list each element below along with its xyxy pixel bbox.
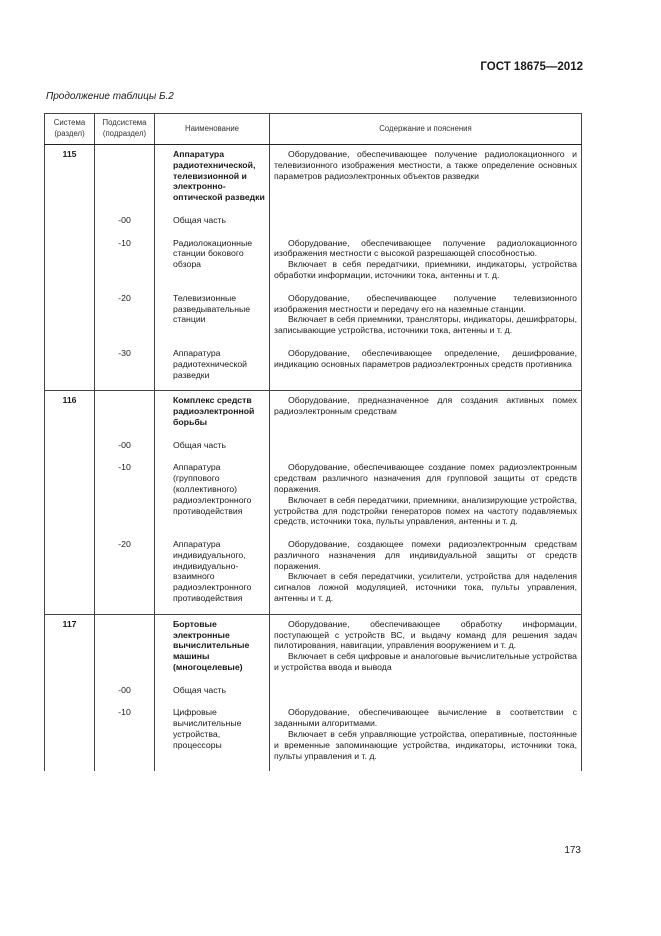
spacer-cell — [155, 695, 270, 707]
content-paragraph: Включает в себя цифровые и аналоговые вычислительные устройства и устройства ввода и вывода — [274, 651, 577, 672]
content-paragraph: Включает в себя управляющие устройства, оперативные, постоянные и временные запоминающие устройства, индикаторы, источники тока, пульты управления и т. д. — [274, 729, 577, 761]
content-paragraph: Оборудование, обеспечивающее вычисление в соответствии с заданными алгоритмами. — [274, 707, 577, 729]
col-content-header: Содержание и пояснения — [270, 114, 582, 145]
spacer-cell — [155, 428, 270, 440]
spacer-row — [45, 336, 582, 348]
subsection-name: Общая часть — [173, 684, 227, 695]
table-header-row — [45, 114, 582, 145]
spacer-row — [45, 450, 582, 462]
subsection-row — [45, 707, 582, 761]
spacer-cell — [155, 604, 270, 615]
section-title: Бортовые электронные вычислительные машины (многоцелевые) — [173, 618, 250, 672]
subsection-name-cell — [155, 685, 270, 696]
system-empty — [45, 707, 95, 761]
spacer-cell — [95, 450, 155, 462]
subsystem-empty — [95, 614, 155, 672]
spacer-cell — [95, 226, 155, 238]
spacer-row — [45, 604, 582, 615]
subsection-name: Аппаратура радиотехнической разведки — [173, 347, 248, 380]
content-cell — [270, 539, 582, 604]
spacer-row — [45, 380, 582, 391]
system-empty — [45, 348, 95, 380]
system-empty — [45, 685, 95, 696]
system-empty — [45, 440, 95, 451]
spacer-cell — [270, 527, 582, 539]
col-system-header: Система (раздел) — [45, 114, 95, 145]
content-paragraph: Включает в себя передатчики, приемники, анализирующие устройства, устройства для подстройки генераторов помех на частоту подавляемых средств, источники тока, пульты управления, антенны и т. д. — [274, 494, 577, 527]
spacer-cell — [95, 673, 155, 685]
spacer-row — [45, 695, 582, 707]
spacer-cell — [95, 604, 155, 615]
subsection-row — [45, 293, 582, 336]
spacer-row — [45, 203, 582, 215]
spacer-cell — [155, 527, 270, 539]
spacer-row — [45, 673, 582, 685]
section-title-cell — [155, 614, 270, 672]
content-cell — [270, 145, 582, 203]
spacer-cell — [270, 695, 582, 707]
content-paragraph: Оборудование, обеспечивающее создание помех радиоэлектронным средствам различного назначения для групповой защиты от средств поражения. — [274, 462, 577, 494]
subsection-name-cell — [155, 293, 270, 336]
spacer-cell — [45, 226, 95, 238]
content-cell — [270, 707, 582, 761]
subsection-name: Радиолокационные станции бокового обзора — [173, 237, 253, 270]
system-empty — [45, 293, 95, 336]
spacer-row — [45, 428, 582, 440]
spacer-cell — [155, 226, 270, 238]
spacer-cell — [270, 450, 582, 462]
spacer-cell — [45, 336, 95, 348]
spacer-cell — [95, 695, 155, 707]
spacer-row — [45, 527, 582, 539]
subsection-name-cell — [155, 539, 270, 604]
subsystem-code: -00 — [95, 440, 155, 451]
spacer-cell — [45, 281, 95, 293]
subsection-name: Общая часть — [173, 214, 227, 225]
subsection-row — [45, 685, 582, 696]
spacer-cell — [95, 527, 155, 539]
subsection-row — [45, 539, 582, 604]
subsection-name-cell — [155, 348, 270, 380]
content-cell — [270, 391, 582, 428]
spacer-cell — [270, 226, 582, 238]
content-paragraph: Включает в себя передатчики, приемники, индикаторы, устройства обработки информации, источники тока, антенны и т. д. — [274, 259, 577, 281]
spacer-cell — [45, 527, 95, 539]
content-paragraph: Оборудование, обеспечивающее обработку информации, поступающей с устройств ВС, и выдачу команд для решения задач пилотирования, навигации, управления вооружением и т. д. — [274, 618, 577, 651]
spacer-cell — [95, 761, 155, 771]
content-paragraph: Оборудование, создающее помехи радиоэлектронным средствам различного назначения для индивидуальной защиты от средств поражения. — [274, 539, 577, 571]
subsection-name-cell — [155, 440, 270, 451]
subsection-row — [45, 440, 582, 451]
subsection-name-cell — [155, 238, 270, 281]
subsection-row — [45, 238, 582, 281]
data-table — [44, 113, 582, 771]
content-cell — [270, 348, 582, 380]
subsection-name-cell — [155, 215, 270, 226]
content-cell — [270, 293, 582, 336]
subsystem-empty — [95, 145, 155, 203]
subsystem-code: -20 — [95, 293, 155, 336]
subsystem-empty — [95, 391, 155, 428]
standard-number: ГОСТ 18675—2012 — [480, 61, 583, 73]
spacer-cell — [45, 380, 95, 391]
spacer-cell — [45, 761, 95, 771]
content-paragraph: Оборудование, обеспечивающее определение, дешифрование, индикацию основных параметров радиоэлектронных средств противника — [274, 347, 577, 369]
spacer-cell — [155, 336, 270, 348]
system-empty — [45, 215, 95, 226]
spacer-cell — [270, 336, 582, 348]
spacer-cell — [270, 281, 582, 293]
section-title-cell — [155, 391, 270, 428]
spacer-cell — [155, 281, 270, 293]
subsection-name: Цифровые вычислительные устройства, процессоры — [173, 707, 242, 750]
subsystem-code: -10 — [95, 238, 155, 281]
col-name-header: Наименование — [155, 114, 270, 145]
spacer-cell — [155, 203, 270, 215]
subsection-name: Телевизионные разведывательные станции — [173, 292, 251, 325]
spacer-cell — [45, 428, 95, 440]
section-title-cell — [155, 145, 270, 203]
content-paragraph: Оборудование, обеспечивающее получение радиолокационного изображения местности с высокой разрешающей способностью. — [274, 237, 577, 259]
spacer-cell — [45, 673, 95, 685]
subsystem-code: -10 — [95, 707, 155, 761]
content-cell — [270, 614, 582, 672]
spacer-cell — [45, 604, 95, 615]
content-cell — [270, 440, 582, 451]
section-title: Комплекс средств радиоэлектронной борьбы — [173, 395, 255, 427]
spacer-row — [45, 761, 582, 771]
spacer-cell — [95, 281, 155, 293]
content-cell — [270, 685, 582, 696]
section-row — [45, 391, 582, 428]
subsystem-code: -00 — [95, 215, 155, 226]
content-paragraph: Оборудование, обеспечивающее получение радиолокационного и телевизионного изображения местности, а также определение основных параметров радиоэлектронных объектов разведки — [274, 149, 577, 181]
page-number: 173 — [564, 845, 581, 856]
subsystem-code: -20 — [95, 539, 155, 604]
spacer-cell — [95, 380, 155, 391]
content-cell — [270, 215, 582, 226]
spacer-cell — [270, 604, 582, 615]
subsystem-code: -30 — [95, 348, 155, 380]
spacer-cell — [155, 450, 270, 462]
spacer-cell — [95, 203, 155, 215]
subsection-row — [45, 215, 582, 226]
subsection-name: Аппаратура (группового (коллективного) радиоэлектронного противодействия — [173, 462, 252, 516]
content-cell — [270, 462, 582, 527]
content-paragraph: Оборудование, предназначенное для создания активных помех радиоэлектронным средствам — [274, 395, 577, 417]
spacer-cell — [45, 695, 95, 707]
spacer-cell — [45, 450, 95, 462]
system-empty — [45, 539, 95, 604]
spacer-row — [45, 281, 582, 293]
subsection-row — [45, 348, 582, 380]
table-body — [45, 145, 582, 772]
spacer-cell — [155, 380, 270, 391]
section-title: Аппаратура радиотехнической, телевизионной и электронно-оптической разведки — [173, 149, 265, 203]
spacer-cell — [95, 428, 155, 440]
spacer-cell — [270, 673, 582, 685]
subsystem-code: -10 — [95, 462, 155, 527]
subsection-name: Аппаратура индивидуального, индивидуально-взаимного радиоэлектронного противодействия — [173, 539, 252, 603]
spacer-cell — [155, 761, 270, 771]
spacer-cell — [270, 380, 582, 391]
system-code: 115 — [45, 145, 95, 203]
system-empty — [45, 238, 95, 281]
subsection-name-cell — [155, 707, 270, 761]
system-code: 117 — [45, 614, 95, 672]
content-cell — [270, 238, 582, 281]
section-row — [45, 145, 582, 203]
content-paragraph: Включает в себя передатчики, усилители, устройства для наделения сигналов ложной модуляцией, источники тока, пульты управления, антенны и т. д. — [274, 571, 577, 603]
spacer-row — [45, 226, 582, 238]
spacer-cell — [270, 203, 582, 215]
content-paragraph: Оборудование, обеспечивающее получение телевизионного изображения местности и передачу его на наземные станции. — [274, 292, 577, 314]
spacer-cell — [270, 761, 582, 771]
subsection-name: Общая часть — [173, 439, 227, 450]
spacer-cell — [270, 428, 582, 440]
col-subsystem-header: Подсистема (подраздел) — [95, 114, 155, 145]
section-row — [45, 614, 582, 672]
content-paragraph: Включает в себя приемники, трансляторы, индикаторы, дешифраторы, записывающие устройства, источники тока, антенны и т. д. — [274, 314, 577, 336]
subsystem-code: -00 — [95, 685, 155, 696]
spacer-cell — [95, 336, 155, 348]
system-code: 116 — [45, 391, 95, 428]
spacer-cell — [45, 203, 95, 215]
table-caption: Продолжение таблицы Б.2 — [46, 91, 174, 102]
subsection-name-cell — [155, 462, 270, 527]
subsection-row — [45, 462, 582, 527]
system-empty — [45, 462, 95, 527]
spacer-cell — [155, 673, 270, 685]
